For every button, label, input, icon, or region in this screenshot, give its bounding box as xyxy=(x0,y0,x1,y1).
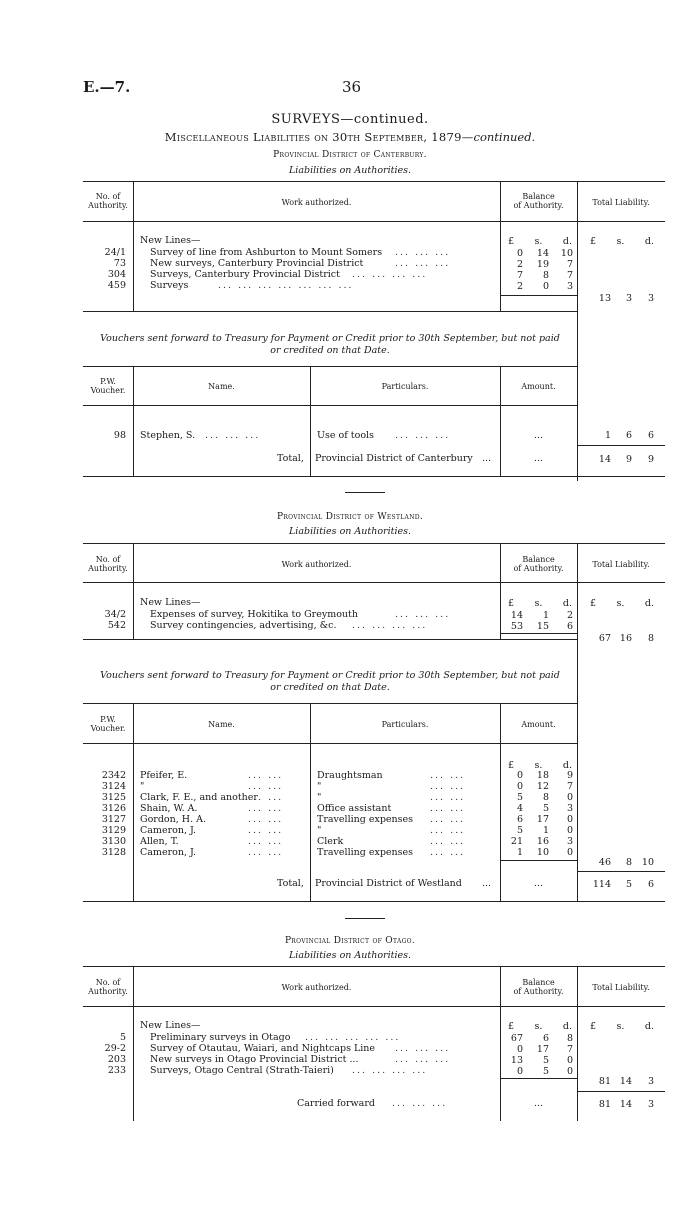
shillings: 15 xyxy=(536,621,549,632)
westland-district-title: Provincial District of Westland. xyxy=(276,512,424,522)
voucher-particulars: " xyxy=(317,781,322,792)
shillings: 1 xyxy=(542,610,549,621)
lsd-header: £ s. d. xyxy=(590,236,654,247)
lsd-header: £ s. d. xyxy=(590,598,654,609)
pounds: 67 xyxy=(510,1033,523,1044)
pence: 3 xyxy=(566,281,573,292)
column-divider xyxy=(133,703,134,901)
column-divider xyxy=(577,181,578,481)
title-text: SURVEYS—continued. xyxy=(271,112,429,127)
authority-number: 34/2 xyxy=(104,609,126,620)
voucher-name: Allen, T. xyxy=(140,836,179,847)
pence: 7 xyxy=(566,781,573,792)
voucher-name: Cameron, J. xyxy=(140,847,197,858)
voucher-name: Clark, F. E., and another xyxy=(140,792,258,803)
rule xyxy=(83,366,577,367)
pence: 0 xyxy=(566,847,573,858)
pence: 3 xyxy=(566,836,573,847)
carried-forward-label: Carried forward xyxy=(297,1098,375,1109)
rule xyxy=(500,295,577,296)
shillings: 1 xyxy=(542,825,549,836)
work-authorized-header: Work authorized. xyxy=(281,198,352,207)
pounds: 0 xyxy=(516,1066,523,1077)
pounds: 0 xyxy=(516,781,523,792)
amount-header: Amount. xyxy=(521,382,556,391)
shillings: 5 xyxy=(542,1055,549,1066)
westland-liabilities-heading: Liabilities on Authorities. xyxy=(288,526,412,537)
lsd-header: £ s. d. xyxy=(508,1021,572,1032)
pence: 10 xyxy=(560,248,573,259)
authority-number: 5 xyxy=(119,1032,126,1043)
work-description: New surveys, Canterbury Provincial District xyxy=(150,258,364,269)
work-description: Preliminary surveys in Otago xyxy=(150,1032,291,1043)
lsd-header: £ s. d. xyxy=(508,236,572,247)
canterbury-district-title: Provincial District of Canterbury. xyxy=(273,150,427,160)
shillings: 16 xyxy=(536,836,549,847)
rule xyxy=(83,405,577,406)
voucher-particulars: Clerk xyxy=(317,836,344,847)
voucher-number: 3129 xyxy=(101,825,126,836)
rule xyxy=(83,901,665,902)
voucher-particulars: Office assistant xyxy=(317,803,392,814)
page-number: 36 xyxy=(342,78,362,96)
shillings: 8 xyxy=(542,792,549,803)
canterbury-liabilities-heading: Liabilities on Authorities. xyxy=(288,165,412,176)
authority-number: 203 xyxy=(107,1054,126,1065)
rule xyxy=(500,1078,577,1079)
work-description: Survey of line from Ashburton to Mount Somers xyxy=(150,247,383,258)
voucher-number: 3124 xyxy=(101,781,126,792)
balance-header: Balance of Authority. xyxy=(513,192,564,210)
voucher-name: Stephen, S. xyxy=(140,430,196,441)
shillings: 6 xyxy=(542,1033,549,1044)
pounds: 4 xyxy=(516,803,523,814)
work-authorized-header: Work authorized. xyxy=(281,983,352,992)
shillings: 17 xyxy=(536,814,549,825)
total-liability-header: Total Liability. xyxy=(592,198,650,207)
voucher-number: 3127 xyxy=(101,814,126,825)
shillings: 5 xyxy=(542,803,549,814)
pence: 0 xyxy=(566,825,573,836)
group-label: New Lines— xyxy=(140,235,201,246)
column-divider xyxy=(577,543,578,901)
rule xyxy=(500,860,577,861)
work-description: Surveys, Otago Central (Strath-Taieri) xyxy=(150,1065,334,1076)
column-divider xyxy=(310,703,311,901)
rule xyxy=(500,633,577,634)
shillings: 10 xyxy=(536,847,549,858)
page-title xyxy=(0,112,700,127)
voucher-number: 3125 xyxy=(101,792,126,803)
pence: 0 xyxy=(566,1066,573,1077)
total-particulars: Provincial District of Westland xyxy=(315,878,462,889)
voucher-number: 2342 xyxy=(101,770,126,781)
authority-number: 542 xyxy=(107,620,126,631)
work-description: New surveys in Otago Provincial District ... xyxy=(150,1054,359,1065)
pence: 7 xyxy=(566,270,573,281)
pence: 2 xyxy=(566,610,573,621)
lsd-header: £ s. d. xyxy=(508,598,572,609)
name-header: Name. xyxy=(208,720,235,729)
voucher-name: Cameron, J. xyxy=(140,825,197,836)
total-label: Total, xyxy=(277,453,304,464)
authority-number: 29-2 xyxy=(104,1043,126,1054)
lsd-header: £ s. d. xyxy=(508,760,572,771)
pounds: 53 xyxy=(510,621,523,632)
vouchers-note: Vouchers sent forward to Treasury for Payment or Credit prior to 30th September, but not paid or credited on that Date. xyxy=(100,670,560,693)
page-reference: E.—7. xyxy=(83,78,131,96)
pence: 0 xyxy=(566,814,573,825)
vouchers-note: Vouchers sent forward to Treasury for Payment or Credit prior to 30th September, but not paid or credited on that Date. xyxy=(100,333,560,356)
rule xyxy=(577,871,665,872)
voucher-particulars: Travelling expenses xyxy=(317,814,414,825)
voucher-name: Gordon, H. A. xyxy=(140,814,207,825)
rule xyxy=(577,1091,665,1092)
column-divider xyxy=(133,543,134,639)
shillings: 17 xyxy=(536,1044,549,1055)
authority-number: 459 xyxy=(107,280,126,291)
total-label: Total, xyxy=(277,878,304,889)
voucher-number: 3126 xyxy=(101,803,126,814)
shillings: 14 xyxy=(536,248,549,259)
pw-voucher-header: P.W. Voucher. xyxy=(90,377,126,395)
voucher-number: 98 xyxy=(113,430,126,441)
pounds: 5 xyxy=(516,825,523,836)
voucher-particulars: Use of tools xyxy=(317,430,374,441)
voucher-particulars: " xyxy=(317,825,322,836)
pounds: 2 xyxy=(516,259,523,270)
pounds: 2 xyxy=(516,281,523,292)
pounds: 14 xyxy=(510,610,523,621)
pounds: 0 xyxy=(516,1044,523,1055)
no-authority-header: No. of Authority. xyxy=(88,978,128,996)
shillings: 0 xyxy=(542,281,549,292)
rule xyxy=(83,476,665,477)
pounds: 6 xyxy=(516,814,523,825)
voucher-number: 3128 xyxy=(101,847,126,858)
no-authority-header: No. of Authority. xyxy=(88,555,128,573)
section-divider xyxy=(345,492,385,493)
column-divider xyxy=(500,703,501,901)
balance-header: Balance of Authority. xyxy=(513,978,564,996)
authority-number: 73 xyxy=(113,258,126,269)
particulars-header: Particulars. xyxy=(381,720,429,729)
authority-number: 24/1 xyxy=(104,247,126,258)
otago-district-title: Provincial District of Otago. xyxy=(284,936,416,946)
otago-liabilities-heading: Liabilities on Authorities. xyxy=(288,950,412,961)
voucher-name: Shain, W. A. xyxy=(140,803,198,814)
voucher-particulars: Draughtsman xyxy=(317,770,383,781)
pounds: 0 xyxy=(516,770,523,781)
work-authorized-header: Work authorized. xyxy=(281,560,352,569)
shillings: 8 xyxy=(542,270,549,281)
name-header: Name. xyxy=(208,382,235,391)
voucher-name: " xyxy=(140,781,145,792)
shillings: 18 xyxy=(536,770,549,781)
pounds: 1 xyxy=(516,847,523,858)
pence: 0 xyxy=(566,1055,573,1066)
group-label: New Lines— xyxy=(140,597,201,608)
no-authority-header: No. of Authority. xyxy=(88,192,128,210)
pence: 8 xyxy=(566,1033,573,1044)
pounds: 21 xyxy=(510,836,523,847)
voucher-amount: ... xyxy=(533,430,544,441)
section-divider xyxy=(345,918,385,919)
work-description: Surveys, Canterbury Provincial District xyxy=(150,269,340,280)
authority-number: 304 xyxy=(107,269,126,280)
total-liability-header: Total Liability. xyxy=(592,560,650,569)
pounds: 13 xyxy=(510,1055,523,1066)
rule xyxy=(83,639,577,640)
shillings: 5 xyxy=(542,1066,549,1077)
pw-voucher-header: P.W. Voucher. xyxy=(90,715,126,733)
voucher-particulars: Travelling expenses xyxy=(317,847,414,858)
subtitle-tail: continued. xyxy=(473,130,536,144)
work-description: Survey of Otautau, Waiari, and Nightcaps Line xyxy=(150,1043,376,1054)
shillings: 12 xyxy=(536,781,549,792)
pence: 9 xyxy=(566,770,573,781)
rule xyxy=(83,311,577,312)
rule xyxy=(577,445,665,446)
work-description: Expenses of survey, Hokitika to Greymouth xyxy=(150,609,358,620)
pounds: 5 xyxy=(516,792,523,803)
voucher-particulars: " xyxy=(317,792,322,803)
pounds: 7 xyxy=(516,270,523,281)
lsd-header: £ s. d. xyxy=(590,1021,654,1032)
pence: 7 xyxy=(566,1044,573,1055)
voucher-name: Pfeifer, E. xyxy=(140,770,188,781)
rule xyxy=(83,703,577,704)
pence: 3 xyxy=(566,803,573,814)
pence: 6 xyxy=(566,621,573,632)
shillings: 19 xyxy=(536,259,549,270)
amount-header: Amount. xyxy=(521,720,556,729)
total-liability-header: Total Liability. xyxy=(592,983,650,992)
group-label: New Lines— xyxy=(140,1020,201,1031)
rule xyxy=(83,743,577,744)
voucher-number: 3130 xyxy=(101,836,126,847)
page-subtitle xyxy=(0,130,700,144)
authority-number: 233 xyxy=(107,1065,126,1076)
pence: 7 xyxy=(566,259,573,270)
pence: 0 xyxy=(566,792,573,803)
total-particulars: Provincial District of Canterbury xyxy=(315,453,473,464)
work-description: Surveys xyxy=(150,280,189,291)
balance-header: Balance of Authority. xyxy=(513,555,564,573)
pounds: 0 xyxy=(516,248,523,259)
work-description: Survey contingencies, advertising, &c. xyxy=(150,620,337,631)
particulars-header: Particulars. xyxy=(381,382,429,391)
subtitle-main: Miscellaneous Liabilities on 30th September, 1879— xyxy=(164,130,474,144)
